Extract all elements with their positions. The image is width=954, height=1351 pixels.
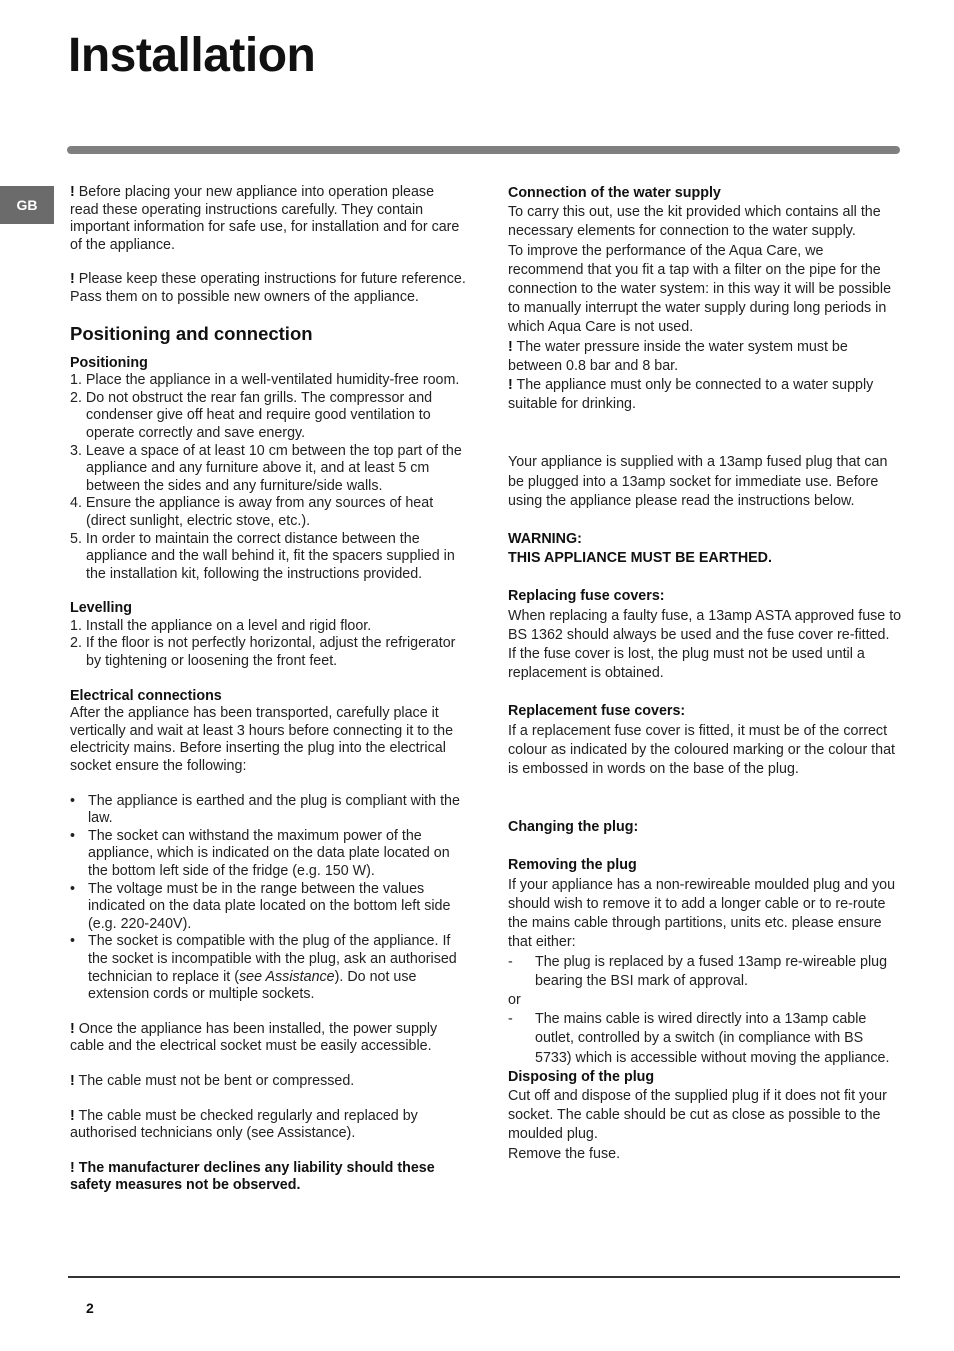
footer-divider [68,1276,900,1278]
water-note-2: ! The appliance must only be connected to a water supply suitable for drinking. [508,377,874,413]
list-item: 2. If the floor is not perfectly horizontal, adjust the refrigerator by tightening or loosening the front feet. [70,635,456,670]
section-heading-positioning-connection: Positioning and connection [70,322,313,344]
list-item: • The appliance is earthed and the plug is compliant with the law. [70,792,460,827]
subheading-disposing-plug: Disposing of the plug [508,1068,655,1085]
subheading-removing-plug: Removing the plug [508,857,637,874]
warning-mark: ! [70,1020,75,1037]
bullet-icon: • [70,792,76,809]
bullet-icon: • [70,827,76,844]
or-text: or [508,991,521,1008]
safety-note-3: ! The cable must be checked regularly and replaced by authorised technicians only (see Assistance). [70,1107,418,1142]
header-divider [67,146,900,154]
left-column [70,184,466,1195]
replacement-text: If a replacement fuse cover is fitted, it must be of the correct colour as indicated by the coloured marking or the colour that is embossed in words on the base of the plug. [508,722,896,778]
replacing-text-2: If the fuse cover is lost, the plug must not be used until a replacement is obtained. [508,646,865,682]
replacing-text-1: When replacing a faulty fuse, a 13amp ASTA approved fuse to BS 1362 should always be used and the fuse cover re-fitted. [508,607,902,643]
bullet-icon: • [70,880,76,897]
water-note-1: ! The water pressure inside the water system must be between 0.8 bar and 8 bar. [508,338,848,374]
subheading-levelling: Levelling [70,600,132,617]
warning-mark: ! [70,271,75,288]
subheading-positioning: Positioning [70,354,148,371]
list-item: 1. Place the appliance in a well-ventilated humidity-free room. [70,372,460,389]
warning-earthed: THIS APPLIANCE MUST BE EARTHED. [508,550,772,567]
intro-note-1: ! Before placing your new appliance into operation please read these operating instructions carefully. They contain important information for safe use, for installation and for care of the appliance. [70,184,460,253]
electrical-checklist [70,793,466,1004]
warning-mark: ! [508,338,513,355]
warning-heading: WARNING: [508,531,582,548]
water-text-1: To carry this out, use the kit provided which contains all the necessary elements for connection to the water supply. [508,204,881,240]
dash-icon: - [508,953,513,970]
removing-text: If your appliance has a non-rewireable moulded plug and you should wish to remove it to add a longer cable or to re-route the mains cable through partitions, units etc. please ensure that either: [508,876,896,951]
page-number: 2 [86,1300,94,1316]
list-item: 4. Ensure the appliance is away from any sources of heat (direct sunlight, electric stove, etc.). [70,495,434,529]
subheading-replacing-fuse-covers: Replacing fuse covers: [508,588,665,605]
warning-mark: ! [70,184,75,200]
levelling-list [70,618,466,671]
list-item: 3. Leave a space of at least 10 cm between the top part of the appliance and any furniture above it, and at least 5 cm between the sides and any furniture/side walls. [70,442,462,494]
list-item: • The socket is compatible with the plug of the appliance. If the socket is incompatible with the plug, ask an authorised technician to replace it (see Assistance). Do not use extension cords or multiple sockets. [70,933,457,1003]
language-tab: GB [0,186,54,224]
right-column [508,184,902,1164]
list-item: • The socket can withstand the maximum power of the appliance, which is indicated on the data plate located on the bottom left side of the fridge (e.g. 150 W). [70,827,450,879]
safety-note-2: ! The cable must not be bent or compressed. [70,1072,355,1089]
intro-note-2: ! Please keep these operating instructions for future reference. Pass them on to possible new owners of the appliance. [70,271,466,305]
bullet-icon: • [70,933,76,950]
list-item: 2. Do not obstruct the rear fan grills. The compressor and condenser give off heat and require good ventilation to operate correctly and save energy. [70,389,433,441]
list-item: 1. Install the appliance on a level and rigid floor. [70,617,372,634]
remove-fuse-text: Remove the fuse. [508,1145,621,1162]
list-item: 5. In order to maintain the correct distance between the appliance and the wall behind it, fit the spacers supplied in the installation kit, following the instructions provided. [70,530,455,582]
page-title: Installation [68,29,316,82]
liability-note: ! The manufacturer declines any liability should these safety measures not be observed. [70,1159,435,1194]
warning-mark: ! [70,1107,75,1124]
warning-mark: ! [70,1159,75,1176]
subheading-changing-plug: Changing the plug: [508,819,639,836]
option-item-2: - The mains cable is wired directly into a 13amp cable outlet, controlled by a switch (in compliance with BS 5733) which is accessible without moving the appliance. [508,1011,890,1066]
safety-note-1: ! Once the appliance has been installed, the power supply cable and the electrical socket must be easily accessible. [70,1020,438,1055]
disposing-text: Cut off and dispose of the supplied plug if it does not fit your socket. The cable should be cut as close as possible to the moulded plug. [508,1087,887,1143]
plug-intro: Your appliance is supplied with a 13amp fused plug that can be plugged into a 13amp socket for immediate use. Before using the appliance please read the instructions below. [508,454,888,509]
option-item-1: - The plug is replaced by a fused 13amp re-wireable plug bearing the BSI mark of approval. [508,953,888,989]
list-item: • The voltage must be in the range between the values indicated on the data plate located on the bottom left side (e.g. 220-240V). [70,880,451,932]
subheading-replacement-fuse-covers: Replacement fuse covers: [508,703,686,720]
dash-icon: - [508,1011,513,1028]
water-text-2: To improve the performance of the Aqua Care, we recommend that you fit a tap with a filter on the pipe for the connection to the water system: in this way it will be possible to manually interrupt the water supply during long periods in which Aqua Care is not used. [508,242,892,336]
warning-mark: ! [70,1072,75,1089]
subheading-electrical: Electrical connections [70,687,222,704]
subheading-water-supply: Connection of the water supply [508,185,721,201]
warning-mark: ! [508,377,513,394]
electrical-text: After the appliance has been transported, carefully place it vertically and wait at least 3 hours before connecting it to the electricity mains. Before inserting the plug into the electrical socket ensure the following: [70,705,454,775]
positioning-list [70,372,466,583]
